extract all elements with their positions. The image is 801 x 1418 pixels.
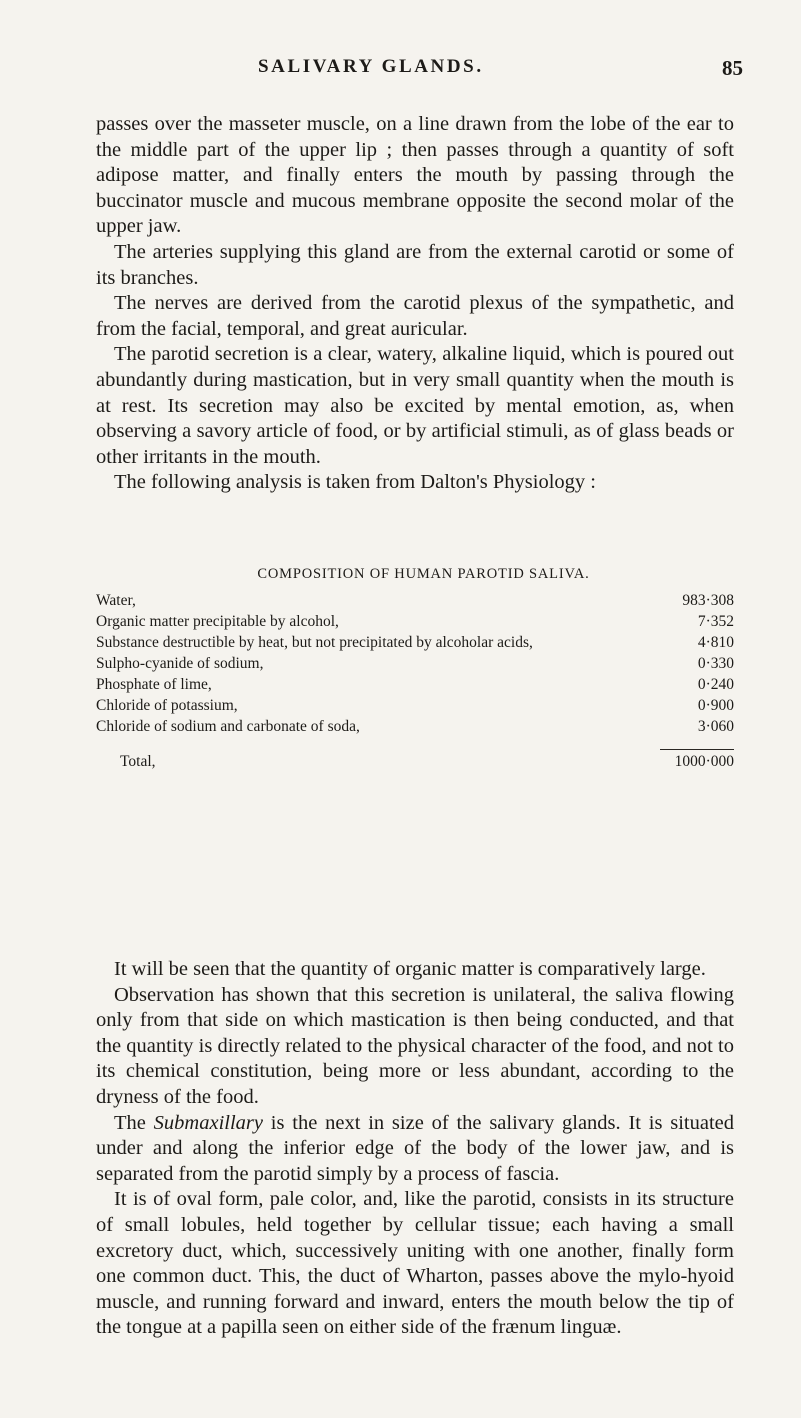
paragraph-nerves: The nerves are derived from the carotid plexus of the sympathetic, and from the facial, temporal, and great auricular. <box>96 292 734 340</box>
paragraph-arteries: The arteries supplying this gland are from the external carotid or some of its branches. <box>96 240 734 289</box>
table-row <box>96 590 734 611</box>
top-text-block <box>96 112 734 496</box>
total-value: 1000·000 <box>674 753 734 770</box>
paragraph-oval-form: It is of oval form, pale color, and, like the parotid, consists in its structure of small lobules, held together by cellular tissue; each having a small excretory duct, which, successively uniting with one another, finally form one common duct. This, the duct of Wharton, passes above the mylo-hyoid muscle, and running forward and inward, enters the mouth below the tip of the tongue at a papilla seen on either side of the frænum linguæ. <box>96 1188 734 1339</box>
paragraph-observation: Observation has shown that this secretion is unilateral, the saliva flowing only from that side on which mastication is then being conducted, and that the quantity is directly related to the physical character of the food, and not to its chemical constitution, being more or less abundant, according to the dryness of the food. <box>96 983 734 1108</box>
table-row <box>96 674 734 695</box>
paragraph-analysis-intro: The following analysis is taken from Dalton's Physiology : <box>114 471 596 494</box>
total-row <box>96 749 734 775</box>
row-label: Organic matter precipitable by alcohol, <box>96 613 339 630</box>
row-label: Phosphate of lime, <box>96 676 212 693</box>
submaxillary-term: Submaxillary <box>153 1111 263 1134</box>
page-number: 85 <box>722 56 743 80</box>
table-title-text: COMPOSITION OF HUMAN PAROTID SALIVA. <box>257 566 590 582</box>
row-value: 0·240 <box>697 676 734 693</box>
table-row <box>96 632 734 653</box>
row-label: Sulpho-cyanide of sodium, <box>96 655 264 672</box>
bottom-text-block <box>96 957 734 1341</box>
row-value: 983·308 <box>682 592 734 609</box>
row-value: 3·060 <box>697 718 734 735</box>
row-label: Water, <box>96 592 136 609</box>
row-value: 0·900 <box>697 697 734 714</box>
table-row <box>96 653 734 674</box>
total-label: Total, <box>120 753 156 770</box>
paragraph-continuation: passes over the masseter muscle, on a line drawn from the lobe of the ear to the middle part of the upper lip ; then passes through a quantity of soft adipose matter, and finally enters the mouth by passing through the buccinator muscle and mucous membrane opposite the second molar of the upper jaw. <box>96 113 734 238</box>
composition-table <box>96 590 734 775</box>
running-head <box>0 56 801 86</box>
paragraph-secretion: The parotid secretion is a clear, watery, alkaline liquid, which is poured out abundantly during mastication, but in very small quantity when the mouth is at rest. Its secretion may also be excited by mental emotion, as, when observing a savory article of food, or by artificial stimuli, as of glass beads or other irritants in the mouth. <box>96 343 734 468</box>
paragraph-submaxillary: The Submaxillary is the next in size of the salivary glands. It is situated under and along the inferior edge of the body of the lower jaw, and is separated from the parotid simply by a process of fascia. <box>96 1111 734 1185</box>
table-title <box>0 566 801 583</box>
row-value: 4·810 <box>697 634 734 651</box>
row-label: Chloride of potassium, <box>96 697 238 714</box>
row-label: Chloride of sodium and carbonate of soda, <box>96 718 360 735</box>
paragraph-organic-matter: It will be seen that the quantity of organic matter is comparatively large. <box>114 958 706 980</box>
running-title: SALIVARY GLANDS. <box>258 56 484 77</box>
table-row <box>96 716 734 737</box>
row-label: Substance destructible by heat, but not precipitated by alcoholar acids, <box>96 634 533 651</box>
table-row <box>96 611 734 632</box>
row-value: 7·352 <box>697 613 734 630</box>
table-row <box>96 695 734 716</box>
row-value: 0·330 <box>697 655 734 672</box>
